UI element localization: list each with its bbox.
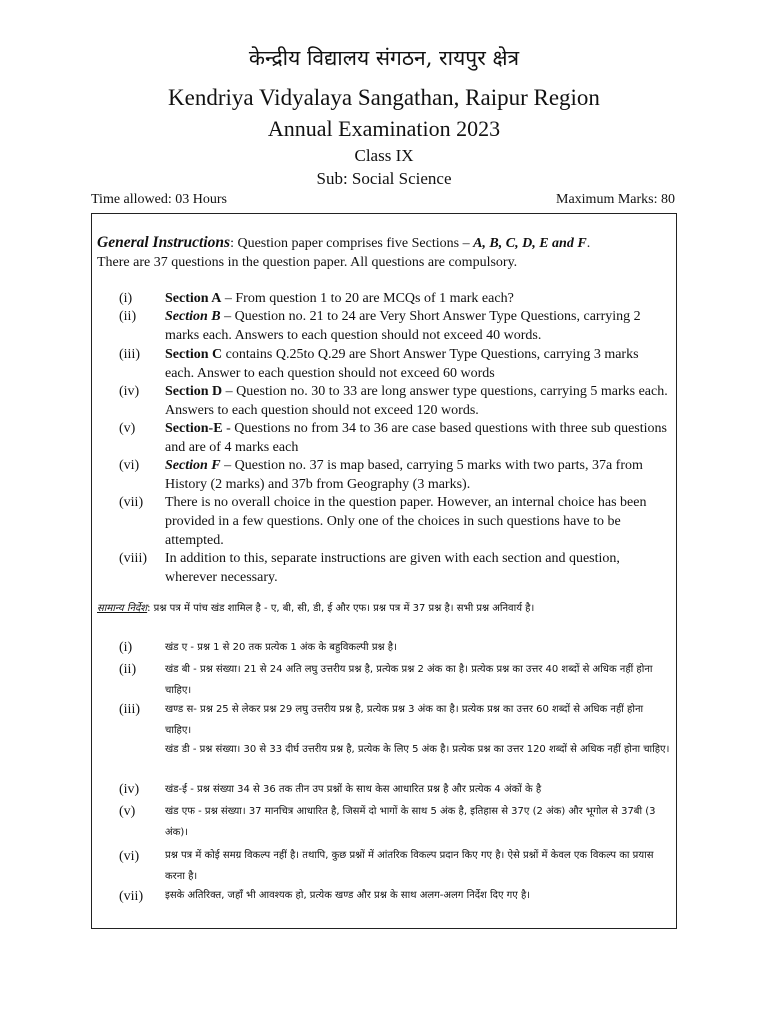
item-text: There is no overall choice in the question paper. However, an internal choice has been provided in a few questions. Only one of the choices in such questions have to be attempted. [165,495,647,548]
item-number: (ii) [119,662,137,677]
section-label: Section A [165,291,222,306]
item-number: (i) [119,291,133,306]
item-text: - Questions no from 34 to 36 are case based questions with three sub questions and are of 4 marks each [165,421,667,455]
general-instructions-line1 [97,233,677,253]
english-title: Kendriya Vidyalaya Sangathan, Raipur Region [168,85,600,110]
hindi-instructions-heading: सामान्य निर्देश [97,603,148,614]
item-number: (vii) [119,495,144,510]
hindi-instructions-text: : प्रश्न पत्र में पांच खंड शामिल है - ए, बी, सी, डी, ई और एफ। प्रश्न पत्र में 37 प्रश्न है। सभी प्रश्न अनिवार्य है। [147,603,535,614]
english-item [165,289,670,308]
sections-list: A, B, C, D, E and F [473,236,587,251]
item-text: – From question 1 to 20 are MCQs of 1 mark each? [221,291,514,306]
class-label: Class IX [354,146,414,165]
general-instructions-text: : Question paper comprises five Sections – [230,236,474,251]
section-label: Section B [165,309,221,324]
hindi-instructions-line [97,601,672,617]
section-label: Section F [165,458,221,473]
item-text: – Question no. 30 to 33 are long answer type questions, carrying 5 marks each. Answers to each question should not exceed 120 words. [165,384,668,418]
item-number: (ii) [119,309,137,324]
item-text: contains Q.25to Q.29 are Short Answer Type Questions, carrying 3 marks each. Answer to each question should not exceed 60 words [165,347,639,381]
general-instructions-heading: General Instructions [97,234,231,251]
hindi-item: इसके अतिरिक्त, जहाँ भी आवश्यक हो, प्रत्येक खण्ड और प्रश्न के साथ अलग-अलग निर्देश दिए गए है। [165,890,531,901]
item-number: (vi) [119,849,140,864]
english-item [165,345,670,383]
item-text: In addition to this, separate instructions are given with each section and question, wherever necessary. [165,551,620,585]
hindi-item: खण्ड स- प्रश्न 25 से लेकर प्रश्न 29 लघु उत्तरीय प्रश्न है, प्रत्येक प्रश्न 3 अंक का है। प्रत्येक प्रश्न का उत्तर 60 शब्दों से अधिक नहीं होना चाहिए। [165,704,644,736]
hindi-item: खंड एफ - प्रश्न संख्या। 37 मानचित्र आधारित है, जिसमें दो भागों के साथ 5 अंक है, इतिहास से 37ए (2 अंक) और भूगोल से 37बी (3 अंक)। [165,806,656,838]
english-item [165,419,670,457]
item-number: (iv) [119,782,140,797]
section-label: Section-E [165,421,223,436]
item-text: – Question no. 21 to 24 are Very Short Answer Type Questions, carrying 2 marks each. Answers to each question should not exceed 40 words. [165,309,641,343]
hindi-item: खंड बी - प्रश्न संख्या। 21 से 24 अति लघु उत्तरीय प्रश्न है, प्रत्येक प्रश्न 2 अंक का है। प्रत्येक प्रश्न का उत्तर 40 शब्दों से अधिक नहीं होना चाहिए। [165,664,653,696]
exam-title: Annual Examination 2023 [267,116,501,141]
time-allowed: Time allowed: 03 Hours [91,192,227,207]
item-number: (vi) [119,458,140,473]
item-text: – Question no. 37 is map based, carrying 5 marks with two parts, 37a from History (2 marks) and 37b from Geography (3 marks). [165,458,643,492]
hindi-title: केन्द्रीय विद्यालय संगठन, रायपुर क्षेत्र [248,46,520,70]
maximum-marks: Maximum Marks: 80 [556,192,675,207]
item-number: (v) [119,804,136,819]
item-number: (i) [119,640,133,655]
english-item [165,307,670,345]
hindi-item: खंड ए - प्रश्न 1 से 20 तक प्रत्येक 1 अंक के बहुविकल्पी प्रश्न है। [165,642,397,653]
hindi-item: खंड-ई - प्रश्न संख्या 34 से 36 तक तीन उप प्रश्नों के साथ केस आधारित प्रश्न है और प्रत्येक 4 अंकों के है [165,784,542,795]
item-number: (viii) [119,551,147,566]
subject-label: Sub: Social Science [316,169,452,188]
english-item [165,549,670,587]
section-label: Section C [165,347,223,362]
hindi-item: खंड डी - प्रश्न संख्या। 30 से 33 दीर्घ उत्तरीय प्रश्न है, प्रत्येक के लिए 5 अंक है। प्रत्येक प्रश्न का उत्तर 120 शब्दों से अधिक नहीं होना चाहिए। [165,744,670,755]
item-number: (iii) [119,702,140,717]
english-item [165,382,670,420]
general-instructions-end: . [586,236,591,251]
item-number: (iv) [119,384,140,399]
item-number: (iii) [119,347,140,362]
item-number: (vii) [119,889,144,904]
item-number: (v) [119,421,136,436]
section-label: Section D [165,384,223,399]
english-item [165,493,670,550]
general-instructions-line2: There are 37 questions in the question paper. All questions are compulsory. [97,255,518,270]
hindi-item: प्रश्न पत्र में कोई समग्र विकल्प नहीं है। तथापि, कुछ प्रश्नों में आंतरिक विकल्प प्रदान किए गए है। ऐसे प्रश्नों में केवल एक विकल्प का प्रयास करना है। [165,850,654,882]
english-item [165,456,670,494]
